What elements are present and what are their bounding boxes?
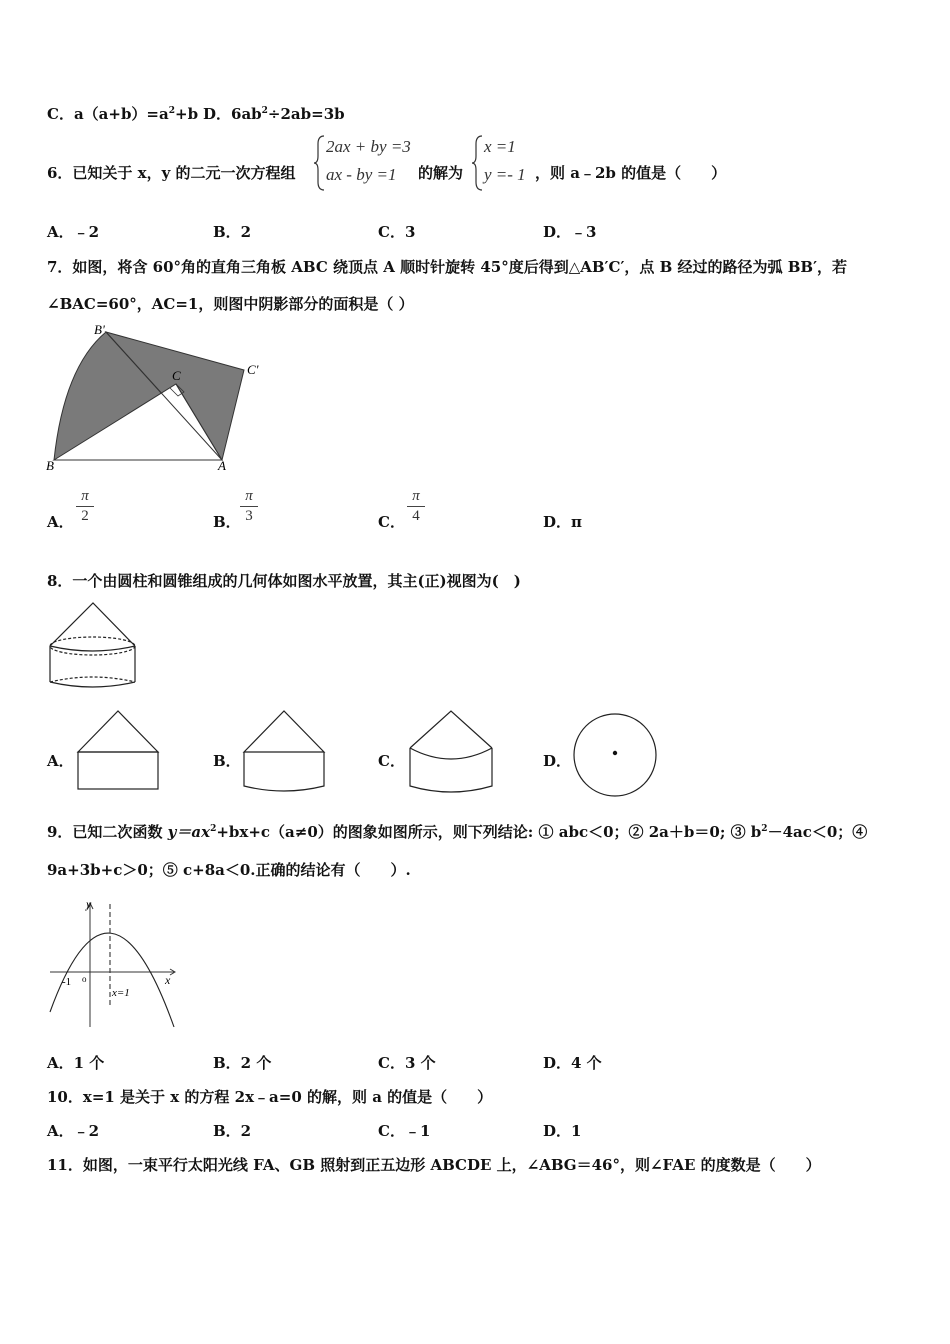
q10-option-c: C．﹣1: [378, 1122, 431, 1140]
q8-option-a-figure: [76, 708, 162, 792]
q7-option-c-letter: C．: [378, 513, 405, 531]
q7-label-bprime: B': [94, 322, 105, 337]
q7-option-a-fraction: $\frac{\pi}{2}$: [76, 488, 94, 525]
q11-line1: 11．如图，一束平行太阳光线 FA、GB 照射到正五边形 ABCDE 上，∠ABG＝46°，则∠FAE 的度数是（ ）: [47, 1156, 821, 1174]
q7-label-a: A: [218, 458, 226, 473]
q6-suffix: ，则 a﹣2b 的值是（ ）: [535, 164, 727, 182]
q8-solid-figure: [48, 600, 138, 695]
q7-label-c: C: [172, 368, 181, 383]
q7-option-b-letter: B．: [213, 513, 241, 531]
q6-system-brace: [314, 134, 326, 192]
q7-line2: ∠BAC=60°，AC=1，则图中阴影部分的面积是（ ）: [47, 295, 414, 313]
q9-graph: [48, 897, 180, 1032]
q9-option-d: D．4 个: [543, 1054, 602, 1072]
q10-line1: 10．x=1 是关于 x 的方程 2x﹣a=0 的解，则 a 的值是（ ）: [47, 1088, 493, 1106]
q9-line2: 9a+3b+c＞0；⑤ c+8a＜0.正确的结论有（ ）.: [47, 861, 411, 879]
q6-eq1: 2ax + by =3: [326, 137, 411, 156]
q7-option-b-fraction: $\frac{\pi}{3}$: [240, 488, 258, 525]
q10-option-b: B．2: [213, 1122, 252, 1140]
q10-option-d: D．1: [543, 1122, 582, 1140]
q9-label-origin: o: [82, 974, 87, 984]
q7-option-c-fraction: $\frac{\pi}{4}$: [407, 488, 425, 525]
q8-option-b-figure: [242, 708, 328, 794]
q8-option-d: D．: [543, 752, 572, 770]
q9-option-c: C．3 个: [378, 1054, 436, 1072]
q8-option-d-figure: [573, 713, 659, 799]
q6-option-c: C．3: [378, 223, 416, 241]
q8-option-b: B．: [213, 752, 241, 770]
q9-label-neg1: -1: [62, 976, 72, 988]
q6-option-b: B．2: [213, 223, 252, 241]
q6-option-a: A．﹣2: [47, 223, 100, 241]
q6-sol2: y =- 1: [484, 165, 526, 184]
q7-label-b: B: [46, 458, 54, 473]
q8-option-c-figure: [408, 708, 494, 796]
q7-figure: [44, 322, 274, 472]
q9-line1: 9．已知二次函数 $y=ax^2+bx+c(a\ne 0)$的图象如图所示，则下列结论: ① abc＜0；② 2a＋b＝0; ③ $b^2-4ac<0$；④: [47, 823, 868, 841]
q7-line1: 7．如图，将含 60°角的直角三角板 ABC 绕顶点 A 顺时针旋转 45°度后得到△AB′C′，点 B 经过的路径为弧 BB′，若: [47, 258, 848, 276]
q9-option-a: A．1 个: [47, 1054, 105, 1072]
q8-line1: 8．一个由圆柱和圆锥组成的几何体如图水平放置，其主(正)视图为( ): [47, 572, 521, 590]
q9-label-axis: x=1: [112, 987, 130, 999]
q5-option-d: D．$6ab^2\div 2ab=3b$: [203, 105, 345, 123]
q5-option-c: C．$a(a+b)=a^2+b$: [47, 105, 199, 123]
q6-solution-brace: [472, 134, 484, 192]
q7-label-cprime: C': [247, 362, 259, 377]
q6-middle: 的解为: [418, 164, 464, 182]
q10-option-a: A．﹣2: [47, 1122, 100, 1140]
q6-option-d: D．﹣3: [543, 223, 597, 241]
q9-label-x: x: [165, 973, 171, 987]
q8-option-a: A．: [47, 752, 74, 770]
q6-eq2: ax - by =1: [326, 165, 397, 184]
q6-sol1: x =1: [484, 137, 516, 156]
q7-option-d: D．π: [543, 513, 582, 531]
q6-prefix: 6．已知关于 x，y 的二元一次方程组: [47, 164, 296, 182]
q7-option-a-letter: A．: [47, 513, 74, 531]
q9-option-b: B．2 个: [213, 1054, 272, 1072]
q9-label-y: y: [86, 897, 92, 911]
q8-option-c: C．: [378, 752, 405, 770]
